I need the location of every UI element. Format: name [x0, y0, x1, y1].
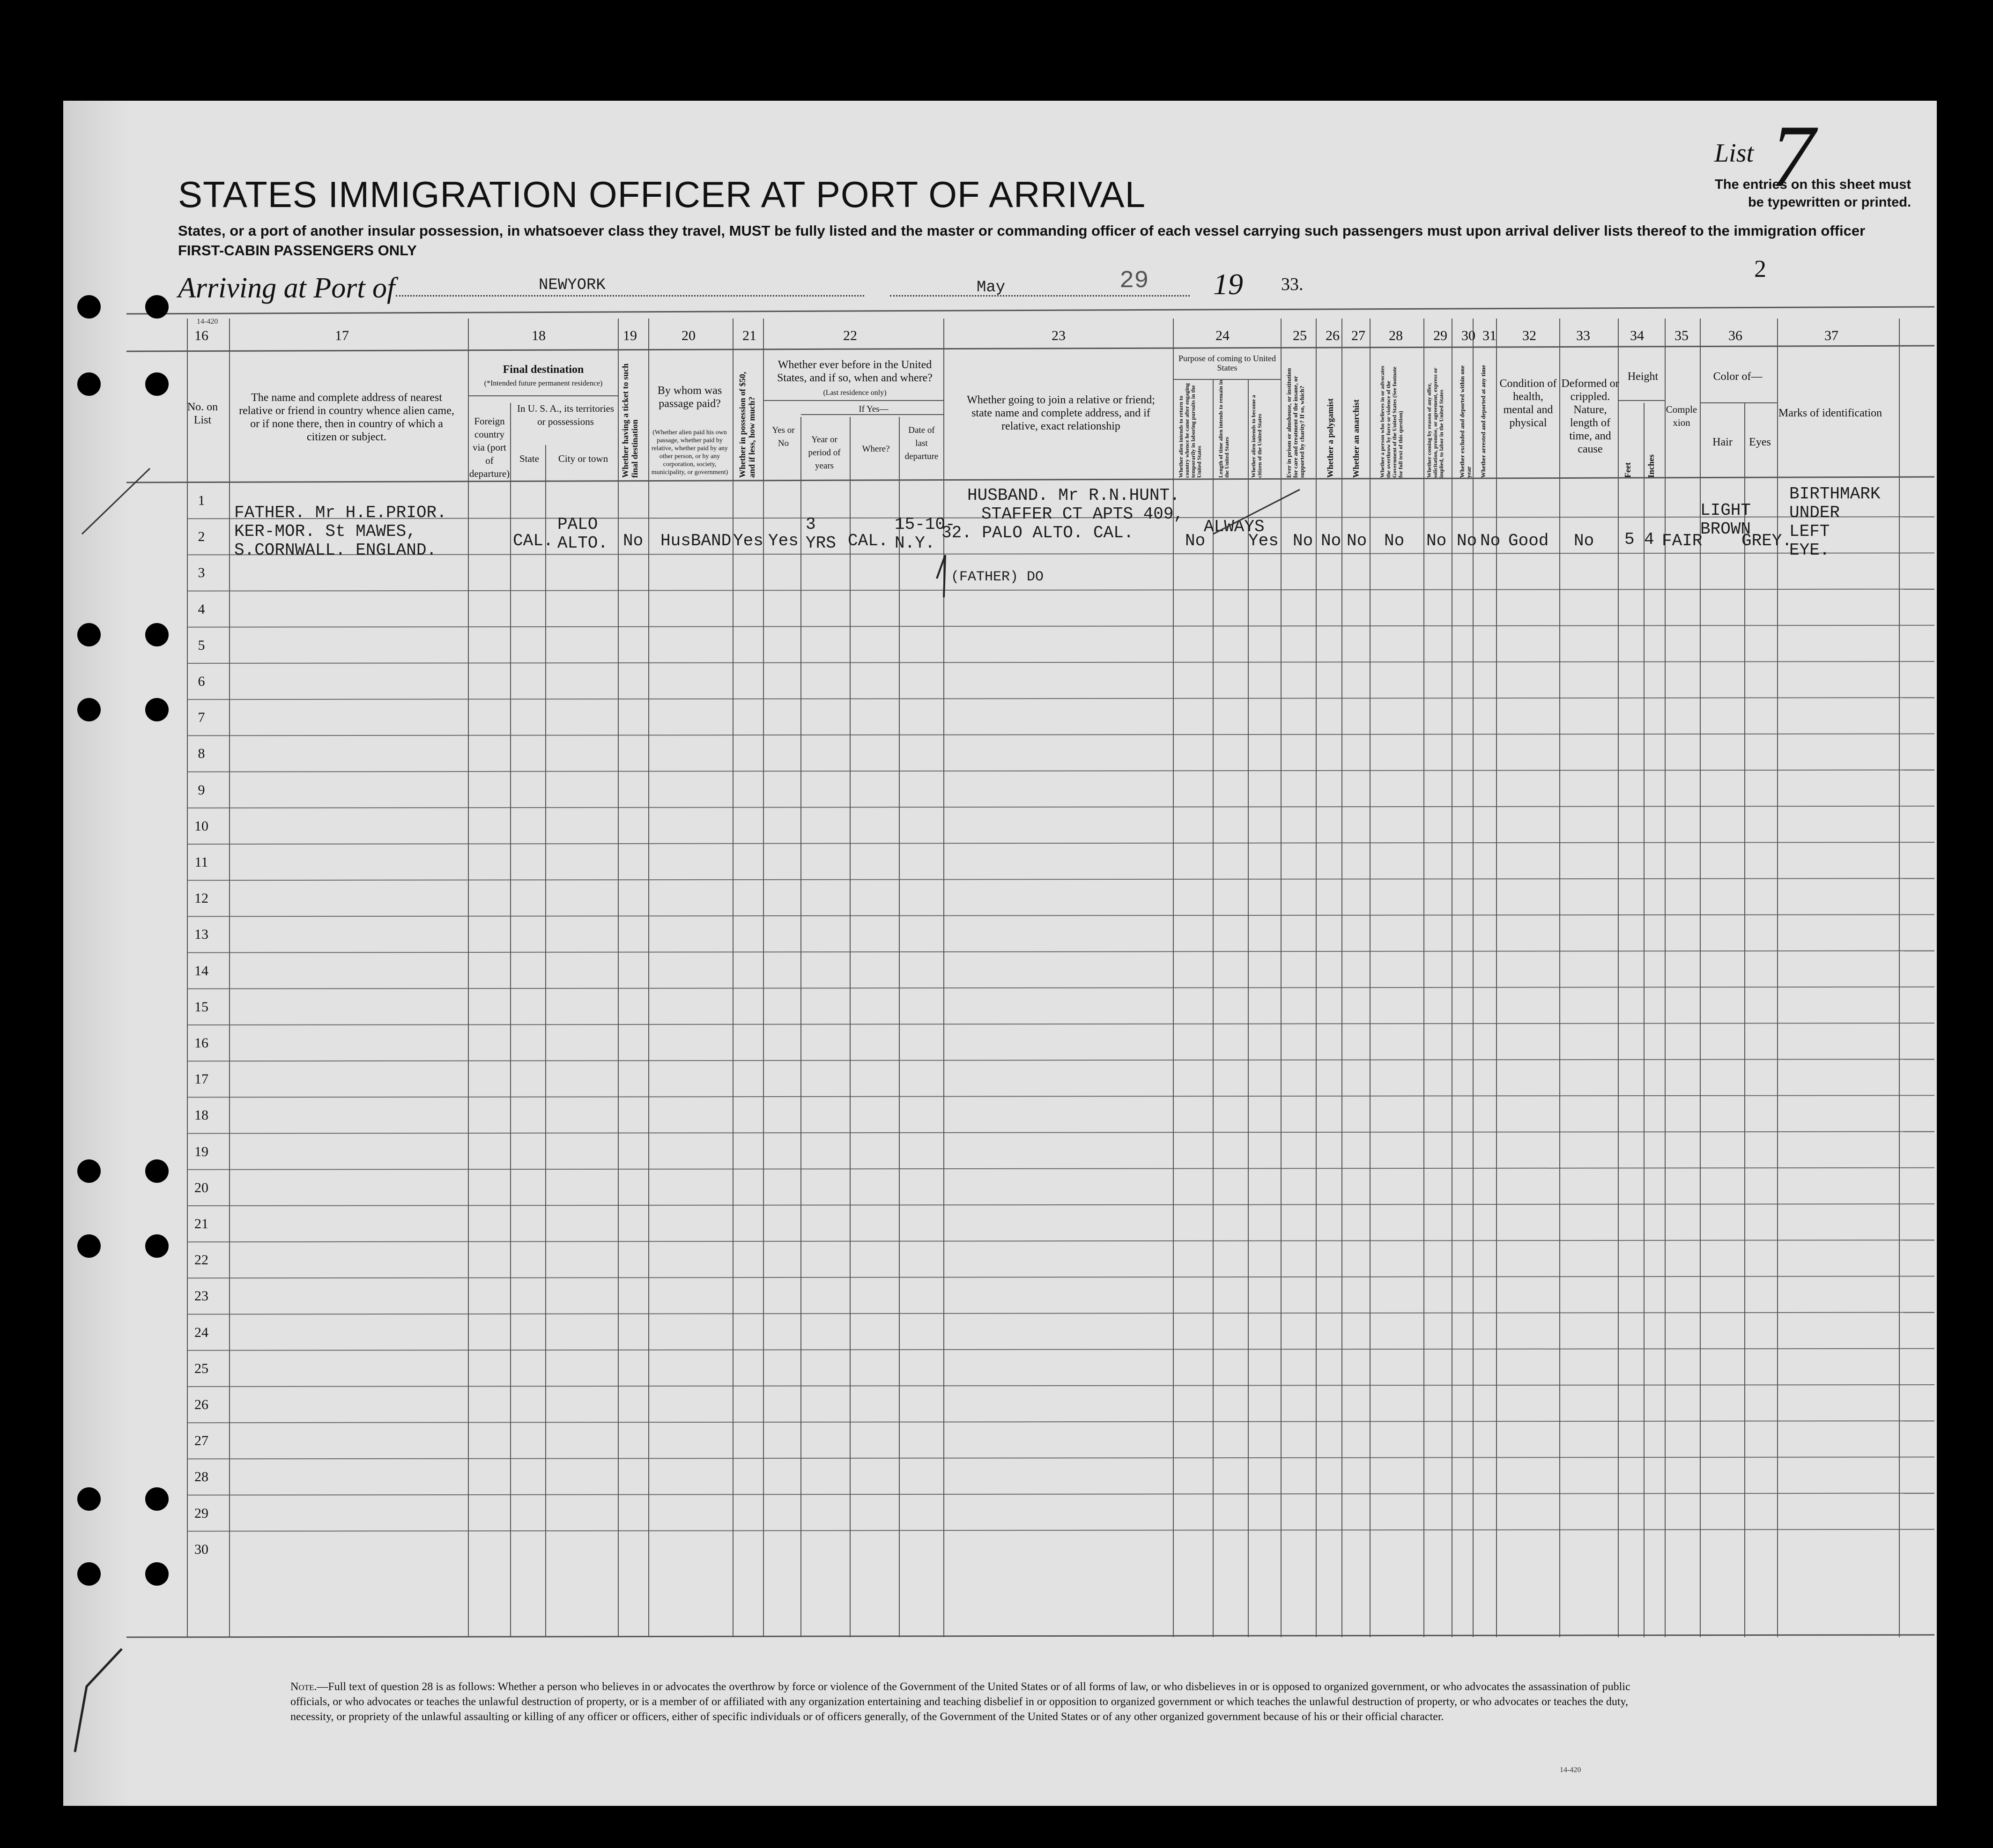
- row-number: 11: [194, 854, 208, 870]
- header-height: Height: [1627, 371, 1659, 383]
- entries-note-line1: The entries on this sheet must: [1715, 177, 1911, 192]
- check-mark: [75, 1649, 122, 1752]
- entry-feet: 5: [1624, 530, 1635, 549]
- entry-relative-line1: FATHER. Mr H.E.PRIOR.: [234, 503, 447, 522]
- entry-q29: No: [1426, 531, 1447, 550]
- year-prefix: 19: [1213, 267, 1243, 301]
- footnote-text: —Full text of question 28 is as follows: Whether a person who believes in or advocates the overthrow by force or violence of the Government of the United States or of all forms of law, or who disbelieves in or is opposed to organized government, or who advocates the assassination of public officials, or who advocates or teaches the unlawful destruction of property, or is a member of or affiliated with any organization entertaining and teaching disbelief in or opposition to organized government or which teaches the unlawful destruction of property, or who advocates or teaches the duty, necessity, or propriety of the unlawful assaulting or killing of any officer or officers, either of specific individuals or of officers generally, of the Government of the United States or of any other organized government because of his or their official character.: [290, 1681, 1630, 1723]
- row-number: 28: [194, 1469, 208, 1485]
- entry-marks-line3: LEFT: [1789, 522, 1830, 541]
- entry-possession: Yes: [733, 531, 763, 550]
- entry-purpose-a: No: [1185, 531, 1206, 550]
- row-number: 20: [194, 1180, 208, 1195]
- header-last-residence: (Last residence only): [823, 389, 887, 397]
- row-number: 13: [194, 927, 208, 943]
- row-number: 7: [198, 710, 205, 726]
- row-number: 1: [198, 493, 205, 508]
- entry-q28: No: [1384, 531, 1405, 550]
- entry-complexion: FAIR: [1662, 531, 1703, 550]
- binder-hole: [145, 1562, 169, 1586]
- entry-eyes: GREY.: [1741, 531, 1793, 550]
- colnum-35: 35: [1674, 328, 1689, 343]
- row-number: 24: [194, 1324, 208, 1340]
- colnum-33: 33: [1576, 328, 1590, 343]
- header-no-on-list: No. on List: [187, 401, 218, 426]
- colnum-23: 23: [1052, 328, 1066, 343]
- row-number: 2: [198, 529, 205, 545]
- row-number: 9: [198, 782, 205, 798]
- entry-inches: 4: [1644, 530, 1654, 549]
- entry-purpose-c: Yes: [1248, 531, 1279, 550]
- binder-hole: [145, 1159, 169, 1183]
- binder-hole: [77, 295, 101, 319]
- header-foreign-country: Foreign country via (port of departure): [469, 416, 510, 479]
- binder-hole: [77, 698, 101, 721]
- entry-relative-line3: S.CORNWALL. ENGLAND.: [234, 541, 437, 560]
- header-q28: Whether a person who believes in or advocates the overthrow by force or violence of the Government of the United States (See footnote for full text of this question): [1379, 365, 1404, 478]
- header-q29: Whether coming by reason of any offer, solicitation, promise, or agreement, express or implied, to labor in the United States: [1426, 368, 1445, 478]
- row-number: 3: [198, 565, 205, 581]
- header-purpose-b: Length of time alien intends to remain in the United States: [1217, 380, 1230, 478]
- entry-ever-before: Yes: [768, 531, 799, 550]
- header-feet: Feet: [1623, 462, 1632, 478]
- header-condition: Condition of health, mental and physical: [1499, 378, 1557, 429]
- colnum-27: 27: [1351, 328, 1365, 343]
- entry-city-line1: PALO: [557, 515, 598, 534]
- entry-joining-row2: (FATHER) DO: [951, 569, 1044, 585]
- entry-q31: No: [1480, 531, 1501, 550]
- header-by-whom-paid: By whom was passage paid?: [657, 385, 722, 410]
- header-date-last-departure: Date of last departure: [904, 425, 939, 461]
- entry-q26: No: [1321, 531, 1341, 550]
- header-prison: Ever in prison or almshouse, or institution for care and treatment of the insane, or supported by charity? If so, which?: [1285, 368, 1305, 478]
- header-purpose-a: Whether alien intends to return to country whence he came after engaging temporarily in laboring pursuits in the United States: [1178, 383, 1202, 478]
- binder-hole: [77, 1159, 101, 1183]
- row-number: 27: [194, 1433, 208, 1449]
- row-number: 6: [198, 674, 205, 689]
- row-number: 4: [198, 601, 205, 617]
- binder-hole: [77, 1234, 101, 1258]
- header-final-destination: Final destination: [503, 364, 584, 376]
- colnum-17: 17: [335, 328, 349, 343]
- row-number: 10: [194, 818, 208, 834]
- form-code-bottom: 14-420: [1560, 1766, 1581, 1774]
- header-year-or-period: Year or period of years: [808, 435, 841, 471]
- binder-hole: [145, 698, 169, 721]
- header-by-whom-note: (Whether alien paid his own passage, whether paid by relative, whether paid by any other person, or by any corporation, society, municipality, or government): [651, 429, 728, 476]
- header-inches: Inches: [1646, 454, 1656, 478]
- row-number: 18: [194, 1107, 208, 1123]
- entry-hair-line1: LIGHT: [1700, 501, 1751, 520]
- day-value: 29: [1119, 267, 1149, 295]
- colnum-31: 31: [1482, 328, 1497, 343]
- row-number: 15: [194, 999, 208, 1015]
- header-purpose-c: Whether alien intends to become a citizen of the United States: [1250, 395, 1263, 478]
- entry-years-line1: 3: [806, 515, 816, 534]
- page-title: STATES IMMIGRATION OFFICER AT PORT OF ARRIVAL: [178, 174, 1146, 215]
- binder-hole: [145, 1487, 169, 1511]
- colnum-22: 22: [843, 328, 857, 343]
- header-color-of: Color of—: [1713, 371, 1763, 383]
- colnum-18: 18: [532, 328, 546, 343]
- header-q30: Whether excluded and deported within one year: [1459, 365, 1472, 478]
- header-in-usa: In U. S. A., its territories or possessions: [517, 403, 615, 427]
- row-number: 29: [194, 1505, 208, 1521]
- entry-relative-line2: KER-MOR. St MAWES,: [234, 522, 416, 541]
- row-number: 19: [194, 1143, 208, 1159]
- entries-note-line2: be typewritten or printed.: [1748, 195, 1911, 210]
- entry-hair-line2: BROWN: [1700, 520, 1751, 539]
- entry-q25: No: [1293, 531, 1313, 550]
- header-deformed: Deformed or crippled. Nature, length of time, and cause: [1561, 378, 1619, 455]
- colnum-36: 36: [1728, 328, 1742, 343]
- header-state: State: [519, 453, 539, 464]
- binder-hole: [145, 372, 169, 396]
- arriving-label: Arriving at Port of: [178, 272, 395, 304]
- header-hair: Hair: [1712, 436, 1733, 448]
- entry-last-departure-line1: 15-10-: [895, 515, 956, 534]
- page-number: 2: [1754, 256, 1766, 282]
- entry-state: CAL.: [513, 531, 554, 550]
- row-number: 12: [194, 891, 208, 906]
- entry-marks-line2: UNDER: [1789, 503, 1840, 522]
- row-number: 22: [194, 1252, 208, 1268]
- header-q31: Whether arrested and deported at any time: [1480, 365, 1487, 478]
- header-polygamist: Whether a polygamist: [1326, 398, 1335, 478]
- entry-paid-by: HusBAND: [660, 531, 732, 550]
- entry-marks-line4: EYE.: [1789, 541, 1830, 560]
- form-code-top: 14-420: [197, 318, 218, 326]
- row-number: 23: [194, 1288, 208, 1304]
- colnum-28: 28: [1389, 328, 1403, 343]
- row-number: 17: [194, 1071, 208, 1087]
- colnum-20: 20: [682, 328, 696, 343]
- binder-hole: [77, 372, 101, 396]
- entry-where: CAL.: [848, 531, 889, 550]
- binder-hole: [145, 623, 169, 646]
- header-ever-before: Whether ever before in the United States, and if so, when and where?: [777, 359, 933, 384]
- colnum-25: 25: [1293, 328, 1307, 343]
- entry-q30: No: [1457, 531, 1477, 550]
- strike-line: [1213, 490, 1300, 534]
- footnote-label: Note.: [290, 1681, 317, 1693]
- header-if-yes: If Yes—: [859, 404, 889, 414]
- colnum-34: 34: [1630, 328, 1644, 343]
- colnum-16: 16: [194, 328, 208, 343]
- footnote: [290, 1679, 1649, 1724]
- entry-purpose-b: ALWAYS: [1204, 517, 1265, 536]
- colnum-19: 19: [623, 328, 637, 343]
- entry-condition: Good: [1508, 531, 1549, 550]
- colnum-32: 32: [1522, 328, 1536, 343]
- colnum-30: 30: [1461, 328, 1475, 343]
- entry-ticket: No: [623, 531, 644, 550]
- colnum-29: 29: [1433, 328, 1447, 343]
- entry-joining-line2: STAFFER CT APTS 409,: [981, 505, 1184, 524]
- row-number: 5: [198, 637, 205, 653]
- colnum-24: 24: [1215, 328, 1230, 343]
- entry-city-line2: ALTO.: [557, 534, 608, 553]
- entry-q27: No: [1347, 531, 1367, 550]
- header-marks: Marks of identification: [1778, 407, 1882, 419]
- colnum-37: 37: [1824, 328, 1838, 343]
- row-number: 25: [194, 1360, 208, 1376]
- row-number: 21: [194, 1216, 208, 1232]
- header-possession-50: Whether in possession of $50, and if less, how much?: [738, 371, 756, 478]
- header-where: Where?: [862, 444, 890, 454]
- header-eyes: Eyes: [1749, 436, 1771, 448]
- header-purpose: Purpose of coming to United States: [1178, 354, 1276, 372]
- year-value: 33.: [1281, 275, 1304, 294]
- row-number: 14: [194, 963, 208, 979]
- binder-hole: [145, 295, 169, 319]
- instruction-line1: States, or a port of another insular possession, in whatsoever class they travel, MUST be fully listed and the master or commanding officer of each vessel carrying such passengers must upon arrival deliver lists thereof to the immigration officer: [178, 223, 1866, 239]
- row-number: 8: [198, 746, 205, 762]
- month-value: May: [977, 279, 1006, 297]
- row-number: 16: [194, 1035, 208, 1051]
- tick-mark: [937, 555, 945, 597]
- row-number: 30: [194, 1541, 208, 1557]
- header-anarchist: Whether an anarchist: [1351, 399, 1361, 478]
- header-yes-or-no: Yes or No: [772, 425, 795, 448]
- entry-years-line2: YRS: [806, 534, 836, 553]
- header-ticket: Whether having a ticket to such final destination: [621, 363, 639, 478]
- entry-deformed: No: [1574, 531, 1594, 550]
- binder-hole: [77, 1487, 101, 1511]
- list-number: 7: [1771, 107, 1815, 206]
- list-label: List: [1714, 139, 1754, 168]
- header-joining-relative: Whether going to join a relative or friend; state name and complete address, and if relative, exact relationship: [967, 394, 1155, 432]
- port-value: NEWYORK: [539, 276, 606, 294]
- row-number: 26: [194, 1397, 208, 1412]
- binder-hole: [77, 1562, 101, 1586]
- colnum-21: 21: [742, 328, 756, 343]
- binder-hole: [145, 1234, 169, 1258]
- margin-line: [82, 468, 150, 534]
- header-final-destination-note: (*Intended future permanent residence): [484, 379, 603, 387]
- entry-joining-line1: HUSBAND. Mr R.N.HUNT.: [967, 486, 1180, 505]
- entry-joining-line3: 32. PALO ALTO. CAL.: [941, 523, 1134, 542]
- header-city-or-town: City or town: [558, 453, 608, 464]
- header-complexion: Complexion: [1666, 404, 1697, 428]
- entry-marks-line1: BIRTHMARK: [1789, 484, 1881, 504]
- header-nearest-relative: The name and complete address of nearest relative or friend in country whence alien came, or if none there, then in country of which a citizen or subject.: [239, 392, 454, 443]
- colnum-26: 26: [1326, 328, 1340, 343]
- entry-last-departure-line2: N.Y.: [895, 534, 935, 553]
- binder-hole: [77, 623, 101, 646]
- instruction-line2: FIRST-CABIN PASSENGERS ONLY: [178, 242, 417, 259]
